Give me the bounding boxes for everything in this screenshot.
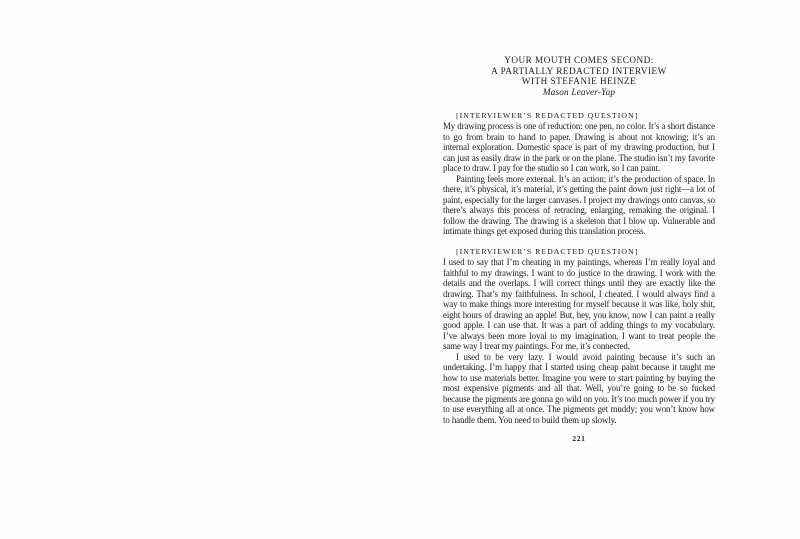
author-byline: Mason Leaver-Yap xyxy=(542,87,616,98)
redacted-question-heading: [INTERVIEWER’S REDACTED QUESTION] xyxy=(456,246,639,256)
interview-paragraph: Painting feels more external. It’s an action; it’s the production of space. In there, it’s physical, it’s material, it’s getting the paint down just right—a lot of paint, especially for the larger canvases. I project my drawings onto canvas, so there’s always this process of retracing, enlarging, remaking the original. I follow the drawing. The drawing is a skeleton that I blow up. Vulnerable and intimate things get exposed during this translation process. xyxy=(443,173,715,237)
page-title-line-1: YOUR MOUTH COMES SECOND: xyxy=(504,55,654,65)
interview-section-1 xyxy=(443,111,715,237)
interview-paragraph: I used to say that I’m cheating in my paintings, whereas I’m really loyal and faithful to my drawings. I want to do justice to the drawing. I work with the details and the overlaps. I will correct things until they are exactly like the drawing. That’s my faithfulness. In school, I cheated. I would always find a way to make things more interesting for myself because it was like, holy shit, eight hours of drawing an apple! But, hey, you know, now I can paint a really good apple. I can use that. It was a part of adding things to my vocabulary. I’ve always been more loyal to my imagination. I want to treat people the same way I treat my paintings. For me, it’s connected. xyxy=(443,257,715,352)
interview-section-2 xyxy=(443,247,715,426)
page-number: 221 xyxy=(572,434,586,443)
article-title-block xyxy=(443,55,715,98)
right-page-text-column xyxy=(443,55,715,425)
redacted-question-heading: [INTERVIEWER’S REDACTED QUESTION] xyxy=(456,110,639,120)
page-title-line-3: WITH STEFANIE HEINZE xyxy=(521,76,637,87)
page-title-line-2: A PARTIALLY REDACTED INTERVIEW xyxy=(491,65,667,76)
interview-paragraph: My drawing process is one of reduction: one pen, no color. It’s a short distance to go from brain to hand to paper. Drawing is about not knowing; it’s an internal exploration. Domestic space is part of my drawing production, but I can just as easily draw in the park or on the plane. The studio isn’t my favorite place to draw. I pay for the studio so I can work, so I can paint. xyxy=(443,121,715,174)
interview-paragraph: I used to be very lazy. I would avoid painting because it’s such an undertaking. I’m happy that I started using cheap paint because it taught me how to use materials better. Imagine you were to start painting by buying the most expensive pigments and all that. Well, you’re going to be so fucked because the pigments are gonna go wild on you. It’s too much power if you try to use everything all at once. The pigments get muddy; you won’t know how to handle them. You need to build them up slowly. xyxy=(443,351,715,425)
